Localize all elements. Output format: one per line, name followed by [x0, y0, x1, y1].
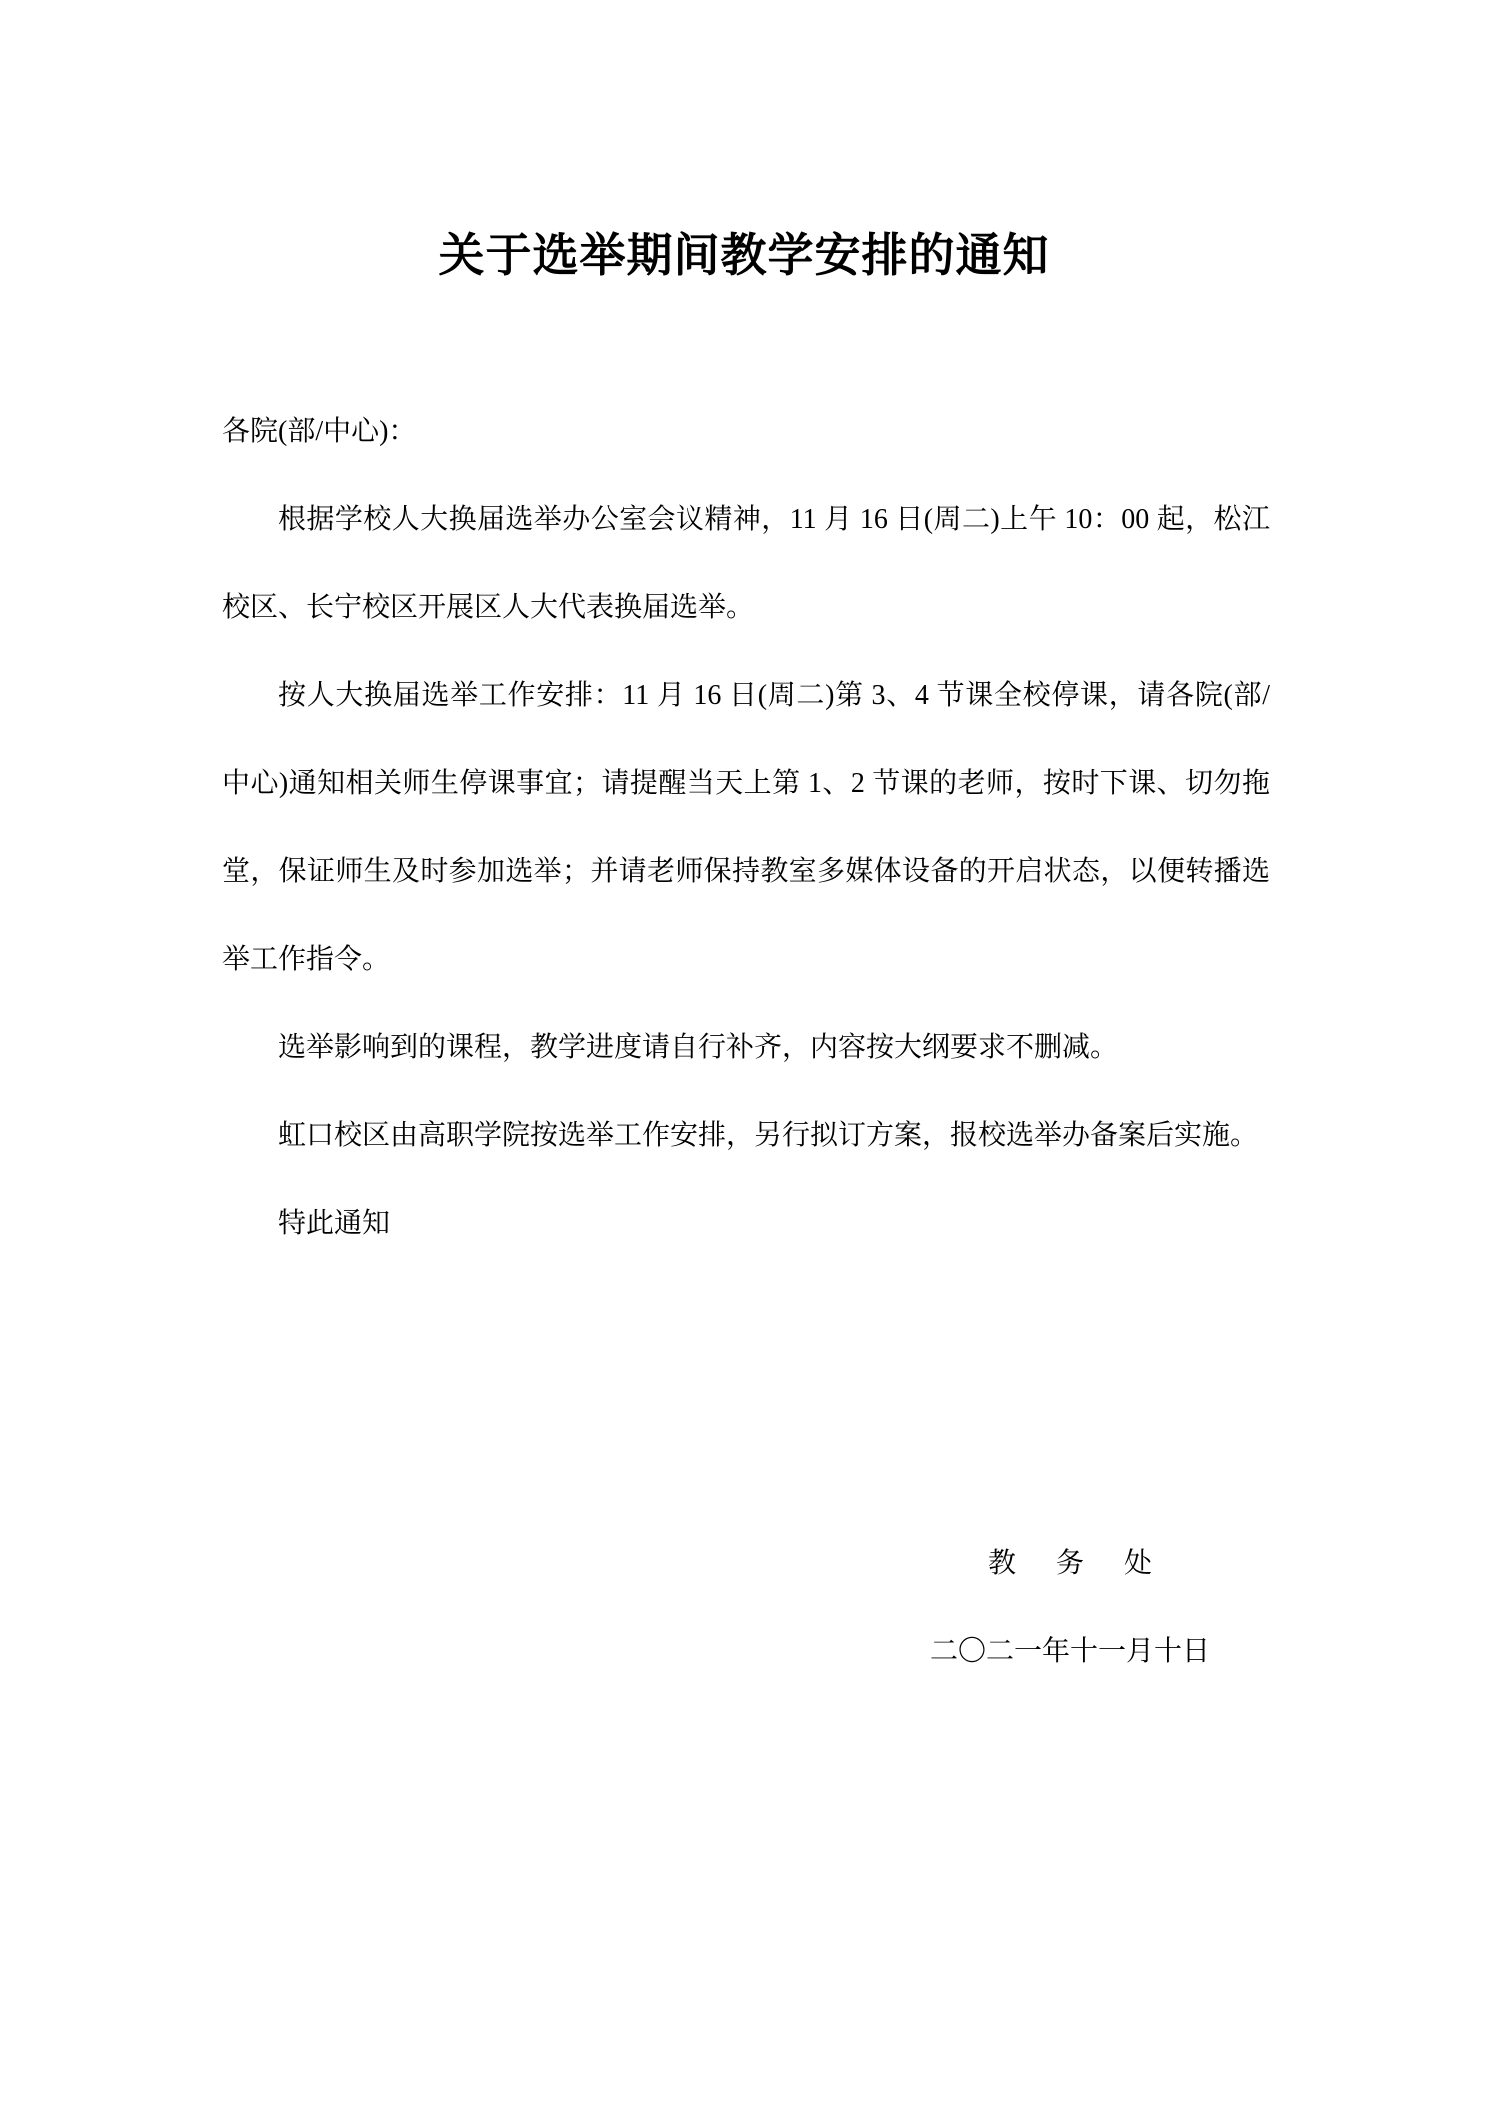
document-title: 关于选举期间教学安排的通知: [438, 229, 1050, 281]
paragraph-course-makeup: 选举影响到的课程，教学进度请自行补齐，内容按大纲要求不删减。: [278, 1031, 1119, 1063]
document-body: [0, 388, 1488, 1268]
paragraph-election-announcement: 根据学校人大换届选举办公室会议精神，11 月 16 日(周二)上午 10：00 起，松江校区、长宁校区开展区人大代表换届选举。: [222, 503, 1270, 623]
paragraph-class-suspension-arrangement: 按人大换届选举工作安排：11 月 16 日(周二)第 3、4 节课全校停课，请各院(部/中心)通知相关师生停课事宜；请提醒当天上第 1、2 节课的老师，按时下课、切勿拖堂，保证师生及时参加选举；并请老师保持教室多媒体设备的开启状态，以便转播选举工作指令。: [222, 679, 1270, 975]
signature-block: [0, 1520, 1488, 1696]
signature-department: 教 务 处: [987, 1547, 1158, 1579]
paragraph-hongkou-campus: 虹口校区由高职学院按选举工作安排，另行拟订方案，报校选举办备案后实施。: [278, 1119, 1259, 1151]
salutation: 各院(部/中心)：: [222, 415, 417, 447]
signature-date: 二〇二一年十一月十日: [929, 1635, 1210, 1667]
closing-remark: 特此通知: [278, 1207, 391, 1239]
